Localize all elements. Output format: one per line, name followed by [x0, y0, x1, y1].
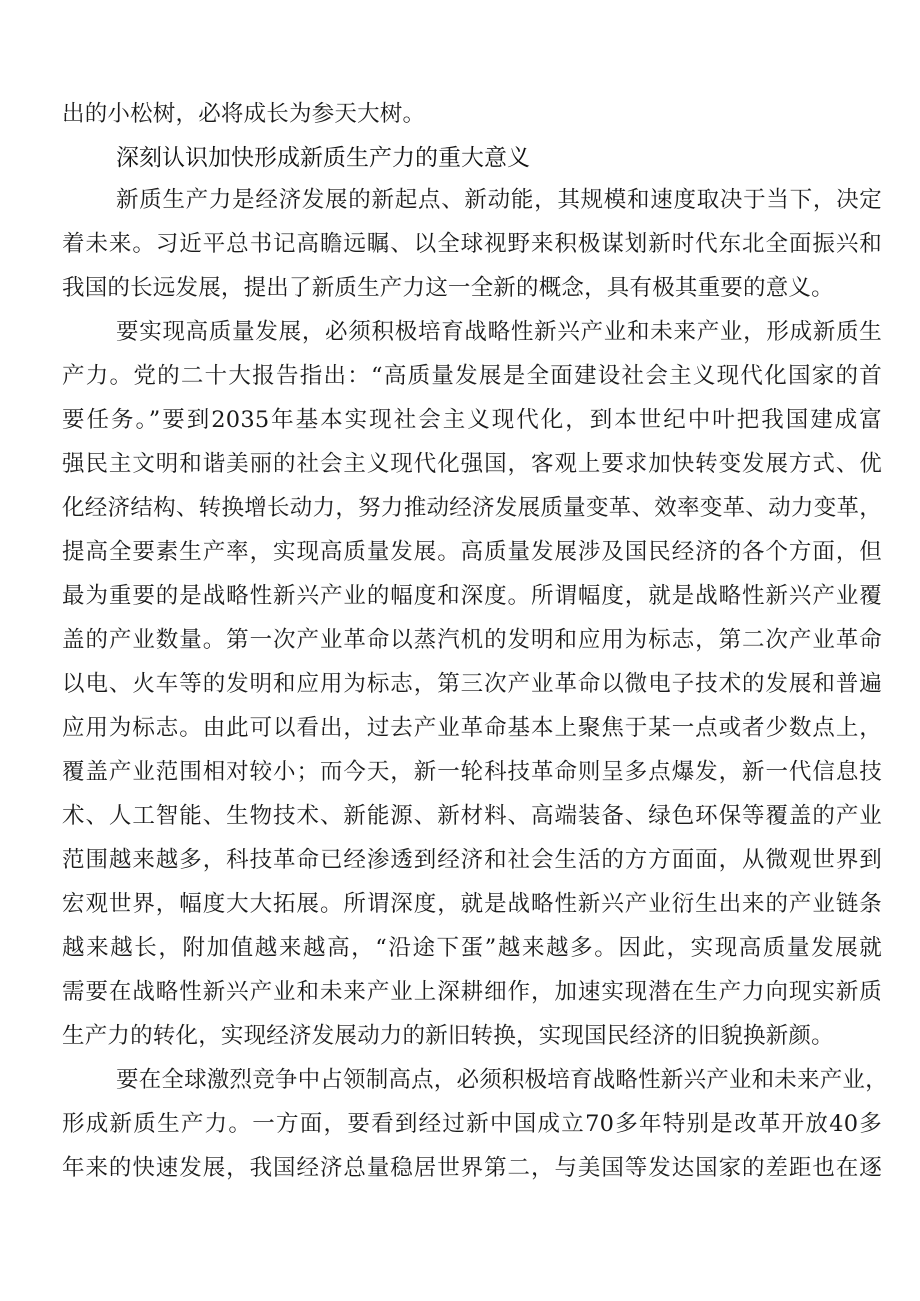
paragraph-line: 化经济结构、转换增长动力，努力推动经济发展质量变革、效率变革、动力变革， — [62, 495, 882, 521]
paragraph-line: 以电、火车等的发明和应用为标志，第三次产业革命以微电子技术的发展和普遍 — [62, 671, 882, 697]
paragraph-line: 提高全要素生产率，实现高质量发展。高质量发展涉及国民经济的各个方面，但 — [62, 539, 882, 565]
paragraph-line: 术、人工智能、生物技术、新能源、新材料、高端装备、绿色环保等覆盖的产业 — [62, 803, 882, 829]
paragraph-line: 强民主文明和谐美丽的社会主义现代化强国，客观上要求加快转变发展方式、优 — [62, 451, 882, 477]
paragraph-line: 范围越来越多，科技革命已经渗透到经济和社会生活的方方面面，从微观世界到 — [62, 847, 882, 873]
paragraph-line: 覆盖产业范围相对较小；而今天，新一轮科技革命则呈多点爆发，新一代信息技 — [62, 759, 882, 785]
paragraph-line: 我国的长远发展，提出了新质生产力这一全新的概念，具有极其重要的意义。 — [62, 275, 834, 301]
paragraph-line: 要在全球激烈竞争中占领制高点，必须积极培育战略性新兴产业和未来产业， — [116, 1067, 888, 1093]
paragraph-line: 年来的快速发展，我国经济总量稳居世界第二，与美国等发达国家的差距也在逐 — [62, 1155, 882, 1181]
paragraph-line: 最为重要的是战略性新兴产业的幅度和深度。所谓幅度，就是战略性新兴产业覆 — [62, 583, 882, 609]
paragraph-line: 越来越长，附加值越来越高，“沿途下蛋”越来越多。因此，实现高质量发展就 — [62, 935, 882, 961]
paragraph-line: 新质生产力是经济发展的新起点、新动能，其规模和速度取决于当下，决定 — [116, 187, 882, 213]
paragraph-line: 要任务。”要到2035年基本实现社会主义现代化，到本世纪中叶把我国建成富 — [62, 407, 882, 433]
paragraph-line: 宏观世界，幅度大大拓展。所谓深度，就是战略性新兴产业衍生出来的产业链条 — [62, 891, 882, 917]
paragraph-line: 着未来。习近平总书记高瞻远瞩、以全球视野来积极谋划新时代东北全面振兴和 — [62, 231, 882, 257]
paragraph-line: 生产力的转化，实现经济发展动力的新旧转换，实现国民经济的旧貌换新颜。 — [62, 1023, 834, 1049]
paragraph-line: 盖的产业数量。第一次产业革命以蒸汽机的发明和应用为标志，第二次产业革命 — [62, 627, 882, 653]
section-heading: 深刻认识加快形成新质生产力的重大意义 — [116, 145, 530, 171]
paragraph-line: 形成新质生产力。一方面，要看到经过新中国成立70多年特别是改革开放40多 — [62, 1111, 882, 1137]
paragraph-line: 要实现高质量发展，必须积极培育战略性新兴产业和未来产业，形成新质生 — [116, 319, 882, 345]
paragraph-line: 需要在战略性新兴产业和未来产业上深耕细作，加速实现潜在生产力向现实新质 — [62, 979, 882, 1005]
paragraph-line: 产力。党的二十大报告指出：“高质量发展是全面建设社会主义现代化国家的首 — [62, 363, 882, 389]
paragraph-line: 应用为标志。由此可以看出，过去产业革命基本上聚焦于某一点或者少数点上， — [62, 715, 882, 741]
intro-line: 出的小松树，必将成长为参天大树。 — [62, 101, 426, 127]
